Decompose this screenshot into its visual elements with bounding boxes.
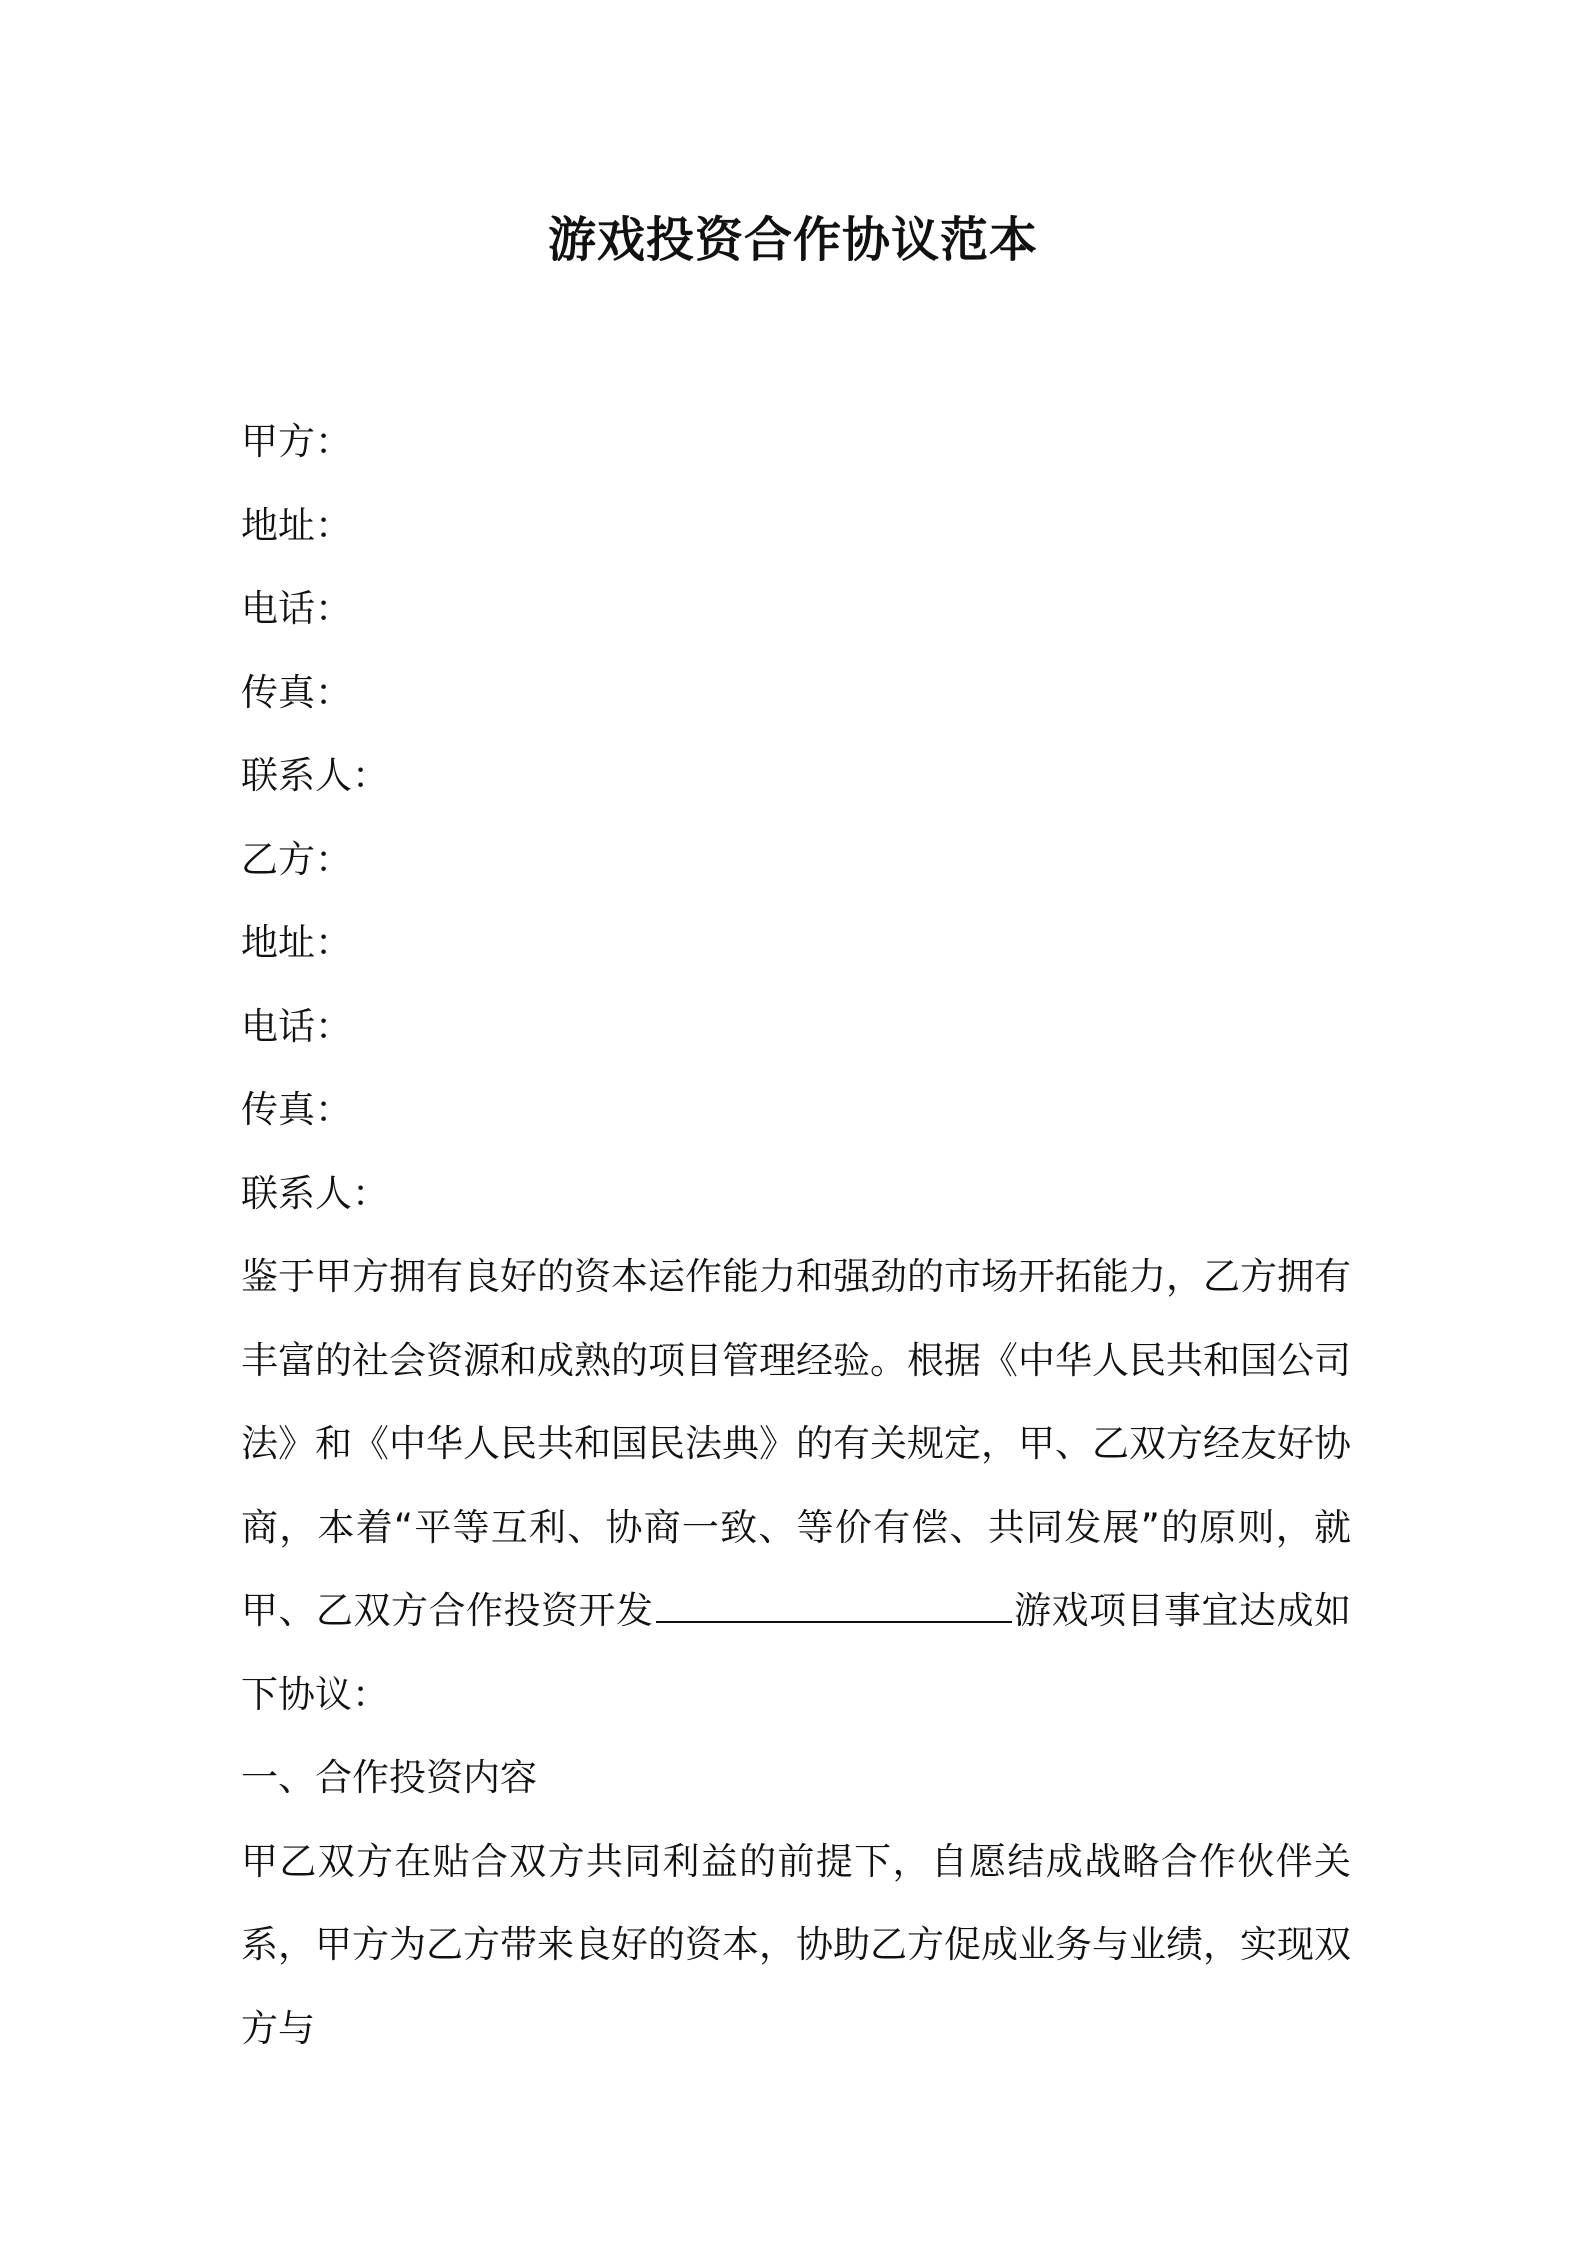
document-body bbox=[241, 400, 1351, 2070]
preamble-text-after-blank: 游戏项目事宜达成如下协议： bbox=[241, 1589, 1351, 1716]
party-a-phone-label: 电话： bbox=[241, 587, 352, 630]
party-b-contact-label: 联系人： bbox=[241, 1171, 389, 1215]
party-b-fax-label: 传真： bbox=[241, 1088, 352, 1131]
preamble-text-before-blank: 鉴于甲方拥有良好的资本运作能力和强劲的市场开拓能力，乙方拥有丰富的社会资源和成熟的项目管理经验。根据《中华人民共和国公司法》和《中华人民共和国民法典》的有关规定，甲、乙双方经友好协商，本着“平等互利、协商一致、等价有偿、共同发展”的原则，就甲、乙双方合作投资开发 bbox=[241, 1255, 1351, 1632]
party-a-address-label: 地址： bbox=[241, 503, 352, 547]
section-1-heading: 一、合作投资内容 bbox=[241, 1756, 537, 1799]
project-name-blank bbox=[656, 1591, 1012, 1623]
party-b-phone-label: 电话： bbox=[241, 1004, 352, 1048]
party-a-fax-label: 传真： bbox=[241, 670, 352, 714]
section-1-paragraph: 甲乙双方在贴合双方共同利益的前提下，自愿结成战略合作伙伴关系，甲方为乙方带来良好的资本，协助乙方促成业务与业绩，实现双方与 bbox=[241, 1839, 1351, 2050]
party-b-address-label: 地址： bbox=[241, 921, 352, 964]
party-a-name-label: 甲方： bbox=[241, 420, 352, 463]
document-title: 游戏投资合作协议范本 bbox=[547, 212, 1038, 268]
preamble-paragraph bbox=[241, 1235, 1351, 1736]
party-b-name-label: 乙方： bbox=[241, 837, 352, 881]
party-a-contact-label: 联系人： bbox=[241, 754, 389, 797]
